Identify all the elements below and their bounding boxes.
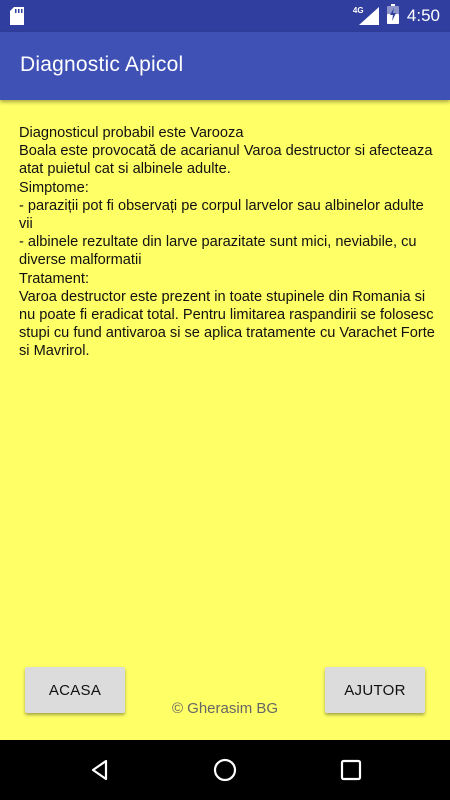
diagnosis-text: Diagnosticul probabil este Varooza Boala este provocată de acarianul Varoa destructor si afecteaza atat puietul cat si albinele adulte. Simptome: - paraziții pot fi observați pe corpul larvelor sau albinelor adulte vii - albinele rezultate din larve parazitate sunt mici, neviabile, cu diverse malformatii Tratament: Varoa destructor este prezent in toate stupinele din Romania si nu poate fi eradicat total. Pentru limitarea raspandirii se folosesc stupi cu fund antivaroa si se aplica tratamente cu Varachet Forte si Mavrirol. — [19, 125, 435, 360]
app-bar — [0, 32, 450, 100]
status-time: 4:50 — [406, 6, 440, 25]
navigation-bar — [0, 740, 450, 800]
status-bar — [0, 0, 450, 32]
back-icon[interactable] — [88, 758, 112, 782]
home-button[interactable]: ACASA — [25, 667, 125, 713]
recents-icon[interactable] — [339, 758, 363, 782]
help-button[interactable]: AJUTOR — [325, 667, 425, 713]
battery-icon — [387, 4, 399, 29]
network-type-label: 4G — [352, 6, 364, 15]
footer-credit: © Gherasim BG — [171, 700, 279, 717]
signal-icon — [352, 6, 379, 25]
sd-card-icon — [10, 7, 24, 30]
home-icon[interactable] — [213, 758, 237, 782]
app-title: Diagnostic Apicol — [20, 53, 184, 76]
